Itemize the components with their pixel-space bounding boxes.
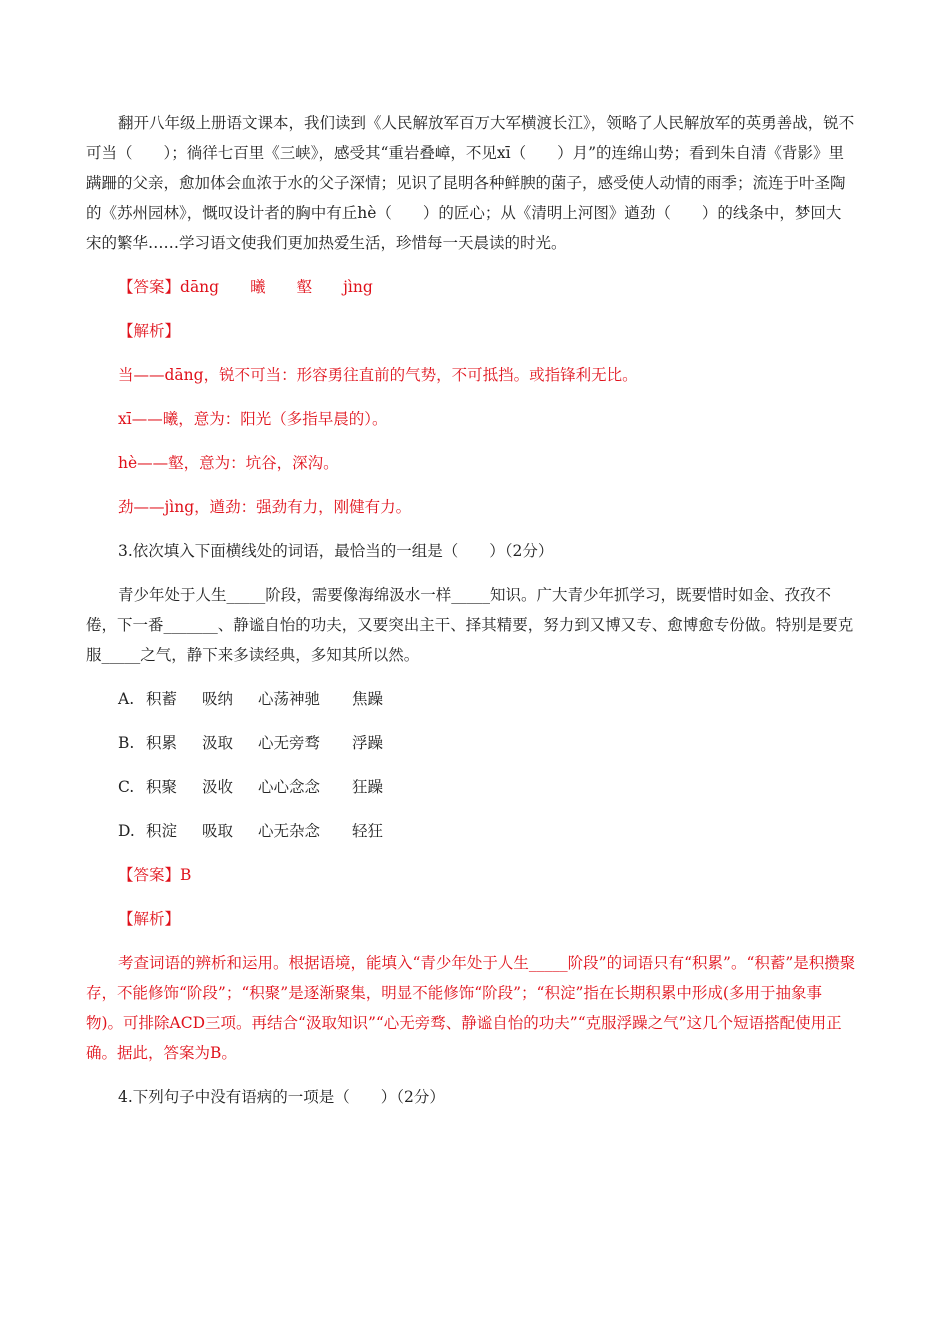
q2-answer-label: 【答案】 (118, 278, 181, 296)
q3-analysis-label: 【解析】 (118, 910, 181, 928)
q2-analysis-line: xī——曦，意为：阳光（多指早晨的）。 (118, 410, 388, 428)
q3-answer-value: B (180, 866, 192, 884)
q2-analysis-label: 【解析】 (118, 322, 181, 340)
option-word: 吸纳 (202, 690, 234, 708)
q3-title: 3.依次填入下面横线处的词语，最恰当的一组是（ ）（2分） (118, 542, 554, 560)
q2-answer (86, 272, 856, 302)
option-word: 心无杂念 (258, 822, 321, 840)
option-word: 心荡神驰 (258, 690, 321, 708)
q4-title: 4.下列句子中没有语病的一项是（ ）（2分） (118, 1088, 445, 1106)
option-word: 积累 (146, 734, 178, 752)
option-word: 积淀 (146, 822, 178, 840)
option-word: 汲取 (202, 734, 234, 752)
option-word: 焦躁 (352, 690, 384, 708)
option-word: 吸取 (202, 822, 234, 840)
option-letter: D. (118, 822, 135, 840)
option-letter: B. (118, 734, 135, 752)
option-word: 心心念念 (258, 778, 321, 796)
q3-passage: 青少年处于人生_____阶段，需要像海绵汲水一样_____知识。广大青少年抓学习，既要惜时如金、孜孜不倦，下一番_______、静谧自怡的功夫，又要突出主干、择其精要，努力到又博又专、愈博愈专份做。特别是要克服_____之气，静下来多读经典，多知其所以然。 (86, 586, 854, 664)
option-word: 积蓄 (146, 690, 178, 708)
q3-analysis: 考查词语的辨析和运用。根据语境，能填入“青少年处于人生_____阶段”的词语只有“积累”。“积蓄”是积攒聚存，不能修饰“阶段”；“积聚”是逐渐聚集，明显不能修饰“阶段”；“积淀”指在长期积累中形成(多用于抽象事物)。可排除ACD三项。再结合“汲取知识”“心无旁骛、静谧自怡的功夫”“克服浮躁之气”这几个短语搭配使用正确。据此，答案为B。 (86, 954, 856, 1062)
option-word: 狂躁 (352, 778, 384, 796)
q3-answer (86, 860, 856, 890)
option-word: 汲收 (202, 778, 234, 796)
q2-analysis-line: hè——壑，意为：坑谷，深沟。 (118, 454, 339, 472)
q3-answer-label: 【答案】 (118, 866, 181, 884)
document-page (86, 108, 856, 1112)
option-letter: C. (118, 778, 135, 796)
q3-option-b (86, 728, 856, 758)
q3-option-d (86, 816, 856, 846)
option-word: 轻狂 (352, 822, 384, 840)
option-word: 浮躁 (352, 734, 384, 752)
q2-passage: 翻开八年级上册语文课本，我们读到《人民解放军百万大军横渡长江》，领略了人民解放军的英勇善战，锐不可当（ ）；徜徉七百里《三峡》，感受其“重岩叠嶂，不见xī（ ）月”的连绵山势；看到朱自清《背影》里蹒跚的父亲，愈加体会血浓于水的父子深情；见识了昆明各种鲜腴的菌子，感受使人动情的雨季；流连于叶圣陶的《苏州园林》，慨叹设计者的胸中有丘hè（ ）的匠心；从《清明上河图》遒劲（ ）的线条中，梦回大宋的繁华……学习语文使我们更加热爱生活，珍惜每一天晨读的时光。 (86, 114, 855, 252)
q2-analysis-line: 当——dāng，锐不可当：形容勇往直前的气势，不可抵挡。或指锋利无比。 (118, 366, 638, 384)
q3-option-a (86, 684, 856, 714)
q2-analysis-line: 劲——jìng，遒劲：强劲有力，刚健有力。 (118, 498, 412, 516)
q2-answer-value: dāng 曦 壑 jìng (180, 278, 373, 296)
option-word: 积聚 (146, 778, 178, 796)
option-letter: A. (118, 690, 135, 708)
option-word: 心无旁骛 (258, 734, 321, 752)
q3-option-c (86, 772, 856, 802)
